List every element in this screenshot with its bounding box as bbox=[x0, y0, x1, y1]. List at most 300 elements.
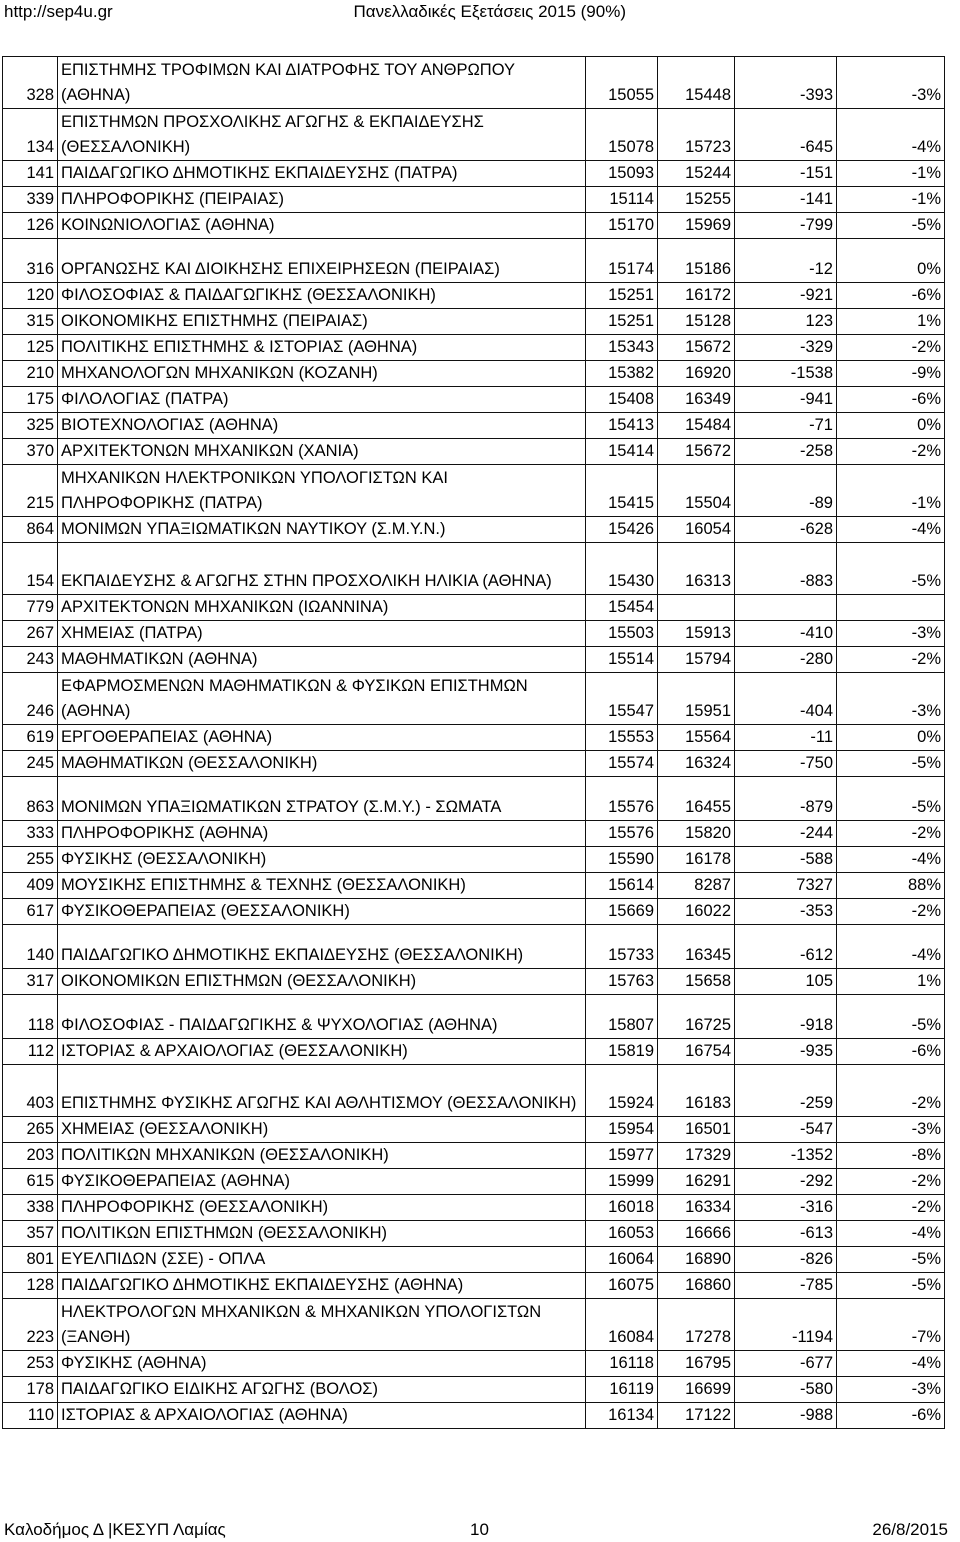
base-2014: 15951 bbox=[658, 673, 735, 725]
department-code: 178 bbox=[3, 1377, 58, 1403]
percent-change: -5% bbox=[837, 213, 945, 239]
percent-change: -5% bbox=[837, 1247, 945, 1273]
department-name: ΕΠΙΣΤΗΜΗΣ ΦΥΣΙΚΗΣ ΑΓΩΓΗΣ ΚΑΙ ΑΘΛΗΤΙΣΜΟΥ (ΘΕΣΣΑΛΟΝΙΚΗ) bbox=[58, 1065, 586, 1117]
base-2015: 15807 bbox=[586, 995, 658, 1039]
base-2015: 15114 bbox=[586, 187, 658, 213]
department-name: ΦΥΣΙΚΗΣ (ΑΘΗΝΑ) bbox=[58, 1351, 586, 1377]
base-difference: -918 bbox=[735, 995, 837, 1039]
department-code: 215 bbox=[3, 465, 58, 517]
department-name: ΜΟΝΙΜΩΝ ΥΠΑΞΙΩΜΑΤΙΚΩΝ ΣΤΡΑΤΟΥ (Σ.Μ.Υ.) - ΣΩΜΑΤΑ bbox=[58, 777, 586, 821]
percent-change: -3% bbox=[837, 1117, 945, 1143]
table-row bbox=[3, 969, 945, 995]
base-difference: -785 bbox=[735, 1273, 837, 1299]
department-name: ΜΟΝΙΜΩΝ ΥΠΑΞΙΩΜΑΤΙΚΩΝ ΝΑΥΤΙΚΟΥ (Σ.Μ.Υ.Ν.) bbox=[58, 517, 586, 543]
department-code: 338 bbox=[3, 1195, 58, 1221]
department-code: 125 bbox=[3, 335, 58, 361]
department-code: 253 bbox=[3, 1351, 58, 1377]
percent-change: -2% bbox=[837, 899, 945, 925]
base-2015: 15614 bbox=[586, 873, 658, 899]
base-2015: 15078 bbox=[586, 109, 658, 161]
base-difference: -879 bbox=[735, 777, 837, 821]
base-2015: 15503 bbox=[586, 621, 658, 647]
department-name: ΕΚΠΑΙΔΕΥΣΗΣ & ΑΓΩΓΗΣ ΣΤΗΝ ΠΡΟΣΧΟΛΙΚΗ ΗΛΙΚΙΑ (ΑΘΗΝΑ) bbox=[58, 543, 586, 595]
base-2014: 16178 bbox=[658, 847, 735, 873]
base-2015: 15174 bbox=[586, 239, 658, 283]
department-code: 246 bbox=[3, 673, 58, 725]
department-code: 118 bbox=[3, 995, 58, 1039]
base-difference: -410 bbox=[735, 621, 837, 647]
base-difference: -12 bbox=[735, 239, 837, 283]
table-row bbox=[3, 239, 945, 283]
base-2015: 16134 bbox=[586, 1403, 658, 1429]
base-difference: -547 bbox=[735, 1117, 837, 1143]
base-2014: 16349 bbox=[658, 387, 735, 413]
base-2015: 16075 bbox=[586, 1273, 658, 1299]
header-title: Πανελλαδικές Εξετάσεις 2015 (90%) bbox=[353, 2, 626, 21]
department-name: ΕΡΓΟΘΕΡΑΠΕΙΑΣ (ΑΘΗΝΑ) bbox=[58, 725, 586, 751]
department-code: 128 bbox=[3, 1273, 58, 1299]
department-name: ΕΥΕΛΠΙΔΩΝ (ΣΣΕ) - ΟΠΛΑ bbox=[58, 1247, 586, 1273]
percent-change: -4% bbox=[837, 1221, 945, 1247]
department-code: 223 bbox=[3, 1299, 58, 1351]
table-row bbox=[3, 309, 945, 335]
department-name: ΠΑΙΔΑΓΩΓΙΚΟ ΔΗΜΟΤΙΚΗΣ ΕΚΠΑΙΔΕΥΣΗΣ (ΠΑΤΡΑ) bbox=[58, 161, 586, 187]
base-2015: 15251 bbox=[586, 283, 658, 309]
base-2015: 15576 bbox=[586, 777, 658, 821]
base-2014: 16334 bbox=[658, 1195, 735, 1221]
department-code: 317 bbox=[3, 969, 58, 995]
department-name: ΦΥΣΙΚΟΘΕΡΑΠΕΙΑΣ (ΘΕΣΣΑΛΟΝΙΚΗ) bbox=[58, 899, 586, 925]
base-difference: -941 bbox=[735, 387, 837, 413]
base-difference: -826 bbox=[735, 1247, 837, 1273]
table-row bbox=[3, 387, 945, 413]
table-row bbox=[3, 1273, 945, 1299]
department-code: 357 bbox=[3, 1221, 58, 1247]
percent-change: -6% bbox=[837, 387, 945, 413]
department-name: ΟΙΚΟΝΟΜΙΚΗΣ ΕΠΙΣΤΗΜΗΣ (ΠΕΙΡΑΙΑΣ) bbox=[58, 309, 586, 335]
base-2015: 16064 bbox=[586, 1247, 658, 1273]
percent-change: -1% bbox=[837, 187, 945, 213]
base-2015: 15977 bbox=[586, 1143, 658, 1169]
table-row bbox=[3, 847, 945, 873]
table-row bbox=[3, 925, 945, 969]
percent-change: -3% bbox=[837, 1377, 945, 1403]
base-2014: 15723 bbox=[658, 109, 735, 161]
table-row bbox=[3, 109, 945, 161]
department-name: ΠΟΛΙΤΙΚΩΝ ΕΠΙΣΤΗΜΩΝ (ΘΕΣΣΑΛΟΝΙΚΗ) bbox=[58, 1221, 586, 1247]
table-row bbox=[3, 1377, 945, 1403]
base-2015: 16118 bbox=[586, 1351, 658, 1377]
base-2015: 16084 bbox=[586, 1299, 658, 1351]
base-difference: -613 bbox=[735, 1221, 837, 1247]
department-name: ΧΗΜΕΙΑΣ (ΘΕΣΣΑΛΟΝΙΚΗ) bbox=[58, 1117, 586, 1143]
percent-change: -2% bbox=[837, 1195, 945, 1221]
percent-change: -4% bbox=[837, 847, 945, 873]
department-name: ΟΡΓΑΝΩΣΗΣ ΚΑΙ ΔΙΟΙΚΗΣΗΣ ΕΠΙΧΕΙΡΗΣΕΩΝ (ΠΕΙΡΑΙΑΣ) bbox=[58, 239, 586, 283]
base-2015: 15514 bbox=[586, 647, 658, 673]
department-code: 325 bbox=[3, 413, 58, 439]
percent-change: 0% bbox=[837, 725, 945, 751]
base-2014: 15794 bbox=[658, 647, 735, 673]
department-code: 267 bbox=[3, 621, 58, 647]
table-row bbox=[3, 821, 945, 847]
table-row bbox=[3, 777, 945, 821]
base-difference: -353 bbox=[735, 899, 837, 925]
base-2015: 15408 bbox=[586, 387, 658, 413]
table-row bbox=[3, 213, 945, 239]
department-code: 110 bbox=[3, 1403, 58, 1429]
base-2014 bbox=[658, 595, 735, 621]
base-2015: 15055 bbox=[586, 57, 658, 109]
table-row bbox=[3, 1065, 945, 1117]
base-2014: 17329 bbox=[658, 1143, 735, 1169]
department-name: ΠΟΛΙΤΙΚΩΝ ΜΗΧΑΝΙΚΩΝ (ΘΕΣΣΑΛΟΝΙΚΗ) bbox=[58, 1143, 586, 1169]
results-table bbox=[2, 56, 945, 1429]
percent-change: -6% bbox=[837, 1039, 945, 1065]
department-code: 255 bbox=[3, 847, 58, 873]
base-difference: -645 bbox=[735, 109, 837, 161]
base-2015: 16053 bbox=[586, 1221, 658, 1247]
table-row bbox=[3, 1221, 945, 1247]
base-difference: -935 bbox=[735, 1039, 837, 1065]
department-code: 175 bbox=[3, 387, 58, 413]
percent-change: -5% bbox=[837, 543, 945, 595]
department-code: 403 bbox=[3, 1065, 58, 1117]
base-difference: -1352 bbox=[735, 1143, 837, 1169]
table-row bbox=[3, 995, 945, 1039]
department-code: 210 bbox=[3, 361, 58, 387]
base-2014: 16920 bbox=[658, 361, 735, 387]
department-name: ΜΗΧΑΝΙΚΩΝ ΗΛΕΚΤΡΟΝΙΚΩΝ ΥΠΟΛΟΓΙΣΤΩΝ ΚΑΙ ΠΛΗΡΟΦΟΡΙΚΗΣ (ΠΑΤΡΑ) bbox=[58, 465, 586, 517]
table-row bbox=[3, 1351, 945, 1377]
department-name: ΑΡΧΙΤΕΚΤΟΝΩΝ ΜΗΧΑΝΙΚΩΝ (ΧΑΝΙΑ) bbox=[58, 439, 586, 465]
table-row bbox=[3, 873, 945, 899]
department-code: 328 bbox=[3, 57, 58, 109]
department-name: ΜΟΥΣΙΚΗΣ ΕΠΙΣΤΗΜΗΣ & ΤΕΧΝΗΣ (ΘΕΣΣΑΛΟΝΙΚΗ) bbox=[58, 873, 586, 899]
department-code: 617 bbox=[3, 899, 58, 925]
base-2015: 15669 bbox=[586, 899, 658, 925]
base-2015: 15430 bbox=[586, 543, 658, 595]
base-2015: 15574 bbox=[586, 751, 658, 777]
base-2015: 15547 bbox=[586, 673, 658, 725]
base-2015: 15454 bbox=[586, 595, 658, 621]
table-row bbox=[3, 899, 945, 925]
base-2014: 16313 bbox=[658, 543, 735, 595]
department-code: 619 bbox=[3, 725, 58, 751]
table-row bbox=[3, 161, 945, 187]
department-name: ΠΑΙΔΑΓΩΓΙΚΟ ΔΗΜΟΤΙΚΗΣ ΕΚΠΑΙΔΕΥΣΗΣ (ΘΕΣΣΑΛΟΝΙΚΗ) bbox=[58, 925, 586, 969]
table-row bbox=[3, 187, 945, 213]
percent-change: -1% bbox=[837, 161, 945, 187]
base-difference: -141 bbox=[735, 187, 837, 213]
department-name: ΑΡΧΙΤΕΚΤΟΝΩΝ ΜΗΧΑΝΙΚΩΝ (ΙΩΑΝΝΙΝΑ) bbox=[58, 595, 586, 621]
table-row bbox=[3, 1143, 945, 1169]
base-2014: 16345 bbox=[658, 925, 735, 969]
department-name: ΦΥΣΙΚΗΣ (ΘΕΣΣΑΛΟΝΙΚΗ) bbox=[58, 847, 586, 873]
page-footer bbox=[0, 1520, 960, 1542]
table-row bbox=[3, 543, 945, 595]
base-difference: -628 bbox=[735, 517, 837, 543]
base-difference: -259 bbox=[735, 1065, 837, 1117]
table-row bbox=[3, 595, 945, 621]
percent-change: -5% bbox=[837, 995, 945, 1039]
base-difference: -580 bbox=[735, 1377, 837, 1403]
percent-change: 1% bbox=[837, 969, 945, 995]
percent-change bbox=[837, 595, 945, 621]
base-2015: 15576 bbox=[586, 821, 658, 847]
table-row bbox=[3, 361, 945, 387]
base-2015: 15414 bbox=[586, 439, 658, 465]
department-code: 265 bbox=[3, 1117, 58, 1143]
department-name: ΜΑΘΗΜΑΤΙΚΩΝ (ΑΘΗΝΑ) bbox=[58, 647, 586, 673]
department-code: 339 bbox=[3, 187, 58, 213]
base-difference: -1538 bbox=[735, 361, 837, 387]
base-2014: 15672 bbox=[658, 439, 735, 465]
base-2014: 17122 bbox=[658, 1403, 735, 1429]
percent-change: -4% bbox=[837, 109, 945, 161]
department-code: 779 bbox=[3, 595, 58, 621]
base-2014: 15969 bbox=[658, 213, 735, 239]
base-difference: -292 bbox=[735, 1169, 837, 1195]
base-2014: 16022 bbox=[658, 899, 735, 925]
base-difference: -612 bbox=[735, 925, 837, 969]
base-2015: 15924 bbox=[586, 1065, 658, 1117]
table-row bbox=[3, 57, 945, 109]
base-2014: 16054 bbox=[658, 517, 735, 543]
table-row bbox=[3, 335, 945, 361]
table-row bbox=[3, 465, 945, 517]
department-code: 615 bbox=[3, 1169, 58, 1195]
base-2014: 16795 bbox=[658, 1351, 735, 1377]
percent-change: -2% bbox=[837, 335, 945, 361]
base-difference: -799 bbox=[735, 213, 837, 239]
percent-change: -5% bbox=[837, 751, 945, 777]
table-row bbox=[3, 283, 945, 309]
percent-change: -3% bbox=[837, 57, 945, 109]
department-code: 243 bbox=[3, 647, 58, 673]
base-difference: -316 bbox=[735, 1195, 837, 1221]
department-name: ΦΙΛΟΛΟΓΙΑΣ (ΠΑΤΡΑ) bbox=[58, 387, 586, 413]
table-row bbox=[3, 725, 945, 751]
table-row bbox=[3, 1247, 945, 1273]
percent-change: -5% bbox=[837, 777, 945, 821]
base-2015: 15093 bbox=[586, 161, 658, 187]
base-2015: 15382 bbox=[586, 361, 658, 387]
department-name: ΒΙΟΤΕΧΝΟΛΟΓΙΑΣ (ΑΘΗΝΑ) bbox=[58, 413, 586, 439]
table-row bbox=[3, 647, 945, 673]
base-difference: -883 bbox=[735, 543, 837, 595]
base-difference: -329 bbox=[735, 335, 837, 361]
base-difference: -280 bbox=[735, 647, 837, 673]
department-code: 134 bbox=[3, 109, 58, 161]
base-difference: -921 bbox=[735, 283, 837, 309]
department-name: ΠΛΗΡΟΦΟΡΙΚΗΣ (ΑΘΗΝΑ) bbox=[58, 821, 586, 847]
department-name: ΠΑΙΔΑΓΩΓΙΚΟ ΔΗΜΟΤΙΚΗΣ ΕΚΠΑΙΔΕΥΣΗΣ (ΑΘΗΝΑ) bbox=[58, 1273, 586, 1299]
footer-date: 26/8/2015 bbox=[872, 1520, 948, 1539]
table-row bbox=[3, 673, 945, 725]
table-row bbox=[3, 1039, 945, 1065]
base-difference: -244 bbox=[735, 821, 837, 847]
base-2014: 15672 bbox=[658, 335, 735, 361]
base-2015: 16018 bbox=[586, 1195, 658, 1221]
header-url: http://sep4u.gr bbox=[4, 2, 113, 21]
base-difference: -588 bbox=[735, 847, 837, 873]
base-2014: 15658 bbox=[658, 969, 735, 995]
base-difference: -89 bbox=[735, 465, 837, 517]
base-2014: 15564 bbox=[658, 725, 735, 751]
percent-change: -4% bbox=[837, 925, 945, 969]
base-2014: 16890 bbox=[658, 1247, 735, 1273]
table-row bbox=[3, 1403, 945, 1429]
base-2014: 15244 bbox=[658, 161, 735, 187]
percent-change: -9% bbox=[837, 361, 945, 387]
department-name: ΕΦΑΡΜΟΣΜΕΝΩΝ ΜΑΘΗΜΑΤΙΚΩΝ & ΦΥΣΙΚΩΝ ΕΠΙΣΤΗΜΩΝ (ΑΘΗΝΑ) bbox=[58, 673, 586, 725]
base-2014: 15504 bbox=[658, 465, 735, 517]
base-2015: 15999 bbox=[586, 1169, 658, 1195]
table-row bbox=[3, 517, 945, 543]
base-difference: -988 bbox=[735, 1403, 837, 1429]
percent-change: -3% bbox=[837, 621, 945, 647]
percent-change: 88% bbox=[837, 873, 945, 899]
percent-change: -4% bbox=[837, 1351, 945, 1377]
percent-change: -6% bbox=[837, 1403, 945, 1429]
department-code: 333 bbox=[3, 821, 58, 847]
table-row bbox=[3, 751, 945, 777]
department-name: ΜΑΘΗΜΑΤΙΚΩΝ (ΘΕΣΣΑΛΟΝΙΚΗ) bbox=[58, 751, 586, 777]
department-name: ΠΟΛΙΤΙΚΗΣ ΕΠΙΣΤΗΜΗΣ & ΙΣΤΟΡΙΑΣ (ΑΘΗΝΑ) bbox=[58, 335, 586, 361]
base-2014: 16501 bbox=[658, 1117, 735, 1143]
table-row bbox=[3, 1169, 945, 1195]
department-code: 316 bbox=[3, 239, 58, 283]
base-difference bbox=[735, 595, 837, 621]
base-2014: 15484 bbox=[658, 413, 735, 439]
percent-change: -2% bbox=[837, 647, 945, 673]
department-name: ΕΠΙΣΤΗΜΗΣ ΤΡΟΦΙΜΩΝ ΚΑΙ ΔΙΑΤΡΟΦΗΣ ΤΟΥ ΑΝΘΡΩΠΟΥ (ΑΘΗΝΑ) bbox=[58, 57, 586, 109]
base-difference: 105 bbox=[735, 969, 837, 995]
base-2014: 16725 bbox=[658, 995, 735, 1039]
base-difference: -404 bbox=[735, 673, 837, 725]
percent-change: 1% bbox=[837, 309, 945, 335]
department-name: ΕΠΙΣΤΗΜΩΝ ΠΡΟΣΧΟΛΙΚΗΣ ΑΓΩΓΗΣ & ΕΚΠΑΙΔΕΥΣΗΣ (ΘΕΣΣΑΛΟΝΙΚΗ) bbox=[58, 109, 586, 161]
base-2014: 16699 bbox=[658, 1377, 735, 1403]
page-header bbox=[0, 0, 960, 26]
percent-change: 0% bbox=[837, 413, 945, 439]
percent-change: -3% bbox=[837, 673, 945, 725]
department-name: ΦΙΛΟΣΟΦΙΑΣ - ΠΑΙΔΑΓΩΓΙΚΗΣ & ΨΥΧΟΛΟΓΙΑΣ (ΑΘΗΝΑ) bbox=[58, 995, 586, 1039]
base-difference: -258 bbox=[735, 439, 837, 465]
table-row bbox=[3, 1117, 945, 1143]
base-2014: 16666 bbox=[658, 1221, 735, 1247]
percent-change: -5% bbox=[837, 1273, 945, 1299]
base-2014: 15448 bbox=[658, 57, 735, 109]
department-name: ΧΗΜΕΙΑΣ (ΠΑΤΡΑ) bbox=[58, 621, 586, 647]
base-difference: -151 bbox=[735, 161, 837, 187]
base-2015: 15170 bbox=[586, 213, 658, 239]
department-code: 203 bbox=[3, 1143, 58, 1169]
footer-page-number: 10 bbox=[470, 1520, 489, 1539]
base-2015: 15733 bbox=[586, 925, 658, 969]
base-2014: 15128 bbox=[658, 309, 735, 335]
department-name: ΙΣΤΟΡΙΑΣ & ΑΡΧΑΙΟΛΟΓΙΑΣ (ΘΕΣΣΑΛΟΝΙΚΗ) bbox=[58, 1039, 586, 1065]
base-2015: 15251 bbox=[586, 309, 658, 335]
base-difference: 123 bbox=[735, 309, 837, 335]
percent-change: 0% bbox=[837, 239, 945, 283]
base-2014: 16324 bbox=[658, 751, 735, 777]
base-2015: 15763 bbox=[586, 969, 658, 995]
base-difference: 7327 bbox=[735, 873, 837, 899]
percent-change: -2% bbox=[837, 821, 945, 847]
table-row bbox=[3, 1299, 945, 1351]
table-row bbox=[3, 413, 945, 439]
department-code: 141 bbox=[3, 161, 58, 187]
department-code: 864 bbox=[3, 517, 58, 543]
percent-change: -1% bbox=[837, 465, 945, 517]
base-2014: 16183 bbox=[658, 1065, 735, 1117]
percent-change: -2% bbox=[837, 1169, 945, 1195]
base-2015: 15413 bbox=[586, 413, 658, 439]
department-code: 245 bbox=[3, 751, 58, 777]
base-2015: 15415 bbox=[586, 465, 658, 517]
base-2014: 15820 bbox=[658, 821, 735, 847]
department-name: ΠΑΙΔΑΓΩΓΙΚΟ ΕΙΔΙΚΗΣ ΑΓΩΓΗΣ (ΒΟΛΟΣ) bbox=[58, 1377, 586, 1403]
base-2014: 15255 bbox=[658, 187, 735, 213]
base-2014: 16860 bbox=[658, 1273, 735, 1299]
department-code: 863 bbox=[3, 777, 58, 821]
percent-change: -4% bbox=[837, 517, 945, 543]
footer-author: Καλοδήμος Δ |ΚΕΣΥΠ Λαμίας bbox=[4, 1520, 226, 1539]
base-2014: 16754 bbox=[658, 1039, 735, 1065]
base-2015: 15954 bbox=[586, 1117, 658, 1143]
department-code: 409 bbox=[3, 873, 58, 899]
base-2015: 15553 bbox=[586, 725, 658, 751]
department-name: ΙΣΤΟΡΙΑΣ & ΑΡΧΑΙΟΛΟΓΙΑΣ (ΑΘΗΝΑ) bbox=[58, 1403, 586, 1429]
base-2015: 16119 bbox=[586, 1377, 658, 1403]
base-difference: -750 bbox=[735, 751, 837, 777]
department-code: 370 bbox=[3, 439, 58, 465]
department-code: 801 bbox=[3, 1247, 58, 1273]
percent-change: -8% bbox=[837, 1143, 945, 1169]
department-code: 126 bbox=[3, 213, 58, 239]
department-name: ΜΗΧΑΝΟΛΟΓΩΝ ΜΗΧΑΝΙΚΩΝ (ΚΟΖΑΝΗ) bbox=[58, 361, 586, 387]
base-2015: 15590 bbox=[586, 847, 658, 873]
base-2014: 17278 bbox=[658, 1299, 735, 1351]
base-2015: 15426 bbox=[586, 517, 658, 543]
base-2014: 8287 bbox=[658, 873, 735, 899]
percent-change: -2% bbox=[837, 1065, 945, 1117]
base-2014: 16172 bbox=[658, 283, 735, 309]
base-difference: -393 bbox=[735, 57, 837, 109]
base-2014: 16455 bbox=[658, 777, 735, 821]
percent-change: -7% bbox=[837, 1299, 945, 1351]
table-row bbox=[3, 1195, 945, 1221]
base-difference: -677 bbox=[735, 1351, 837, 1377]
percent-change: -2% bbox=[837, 439, 945, 465]
department-name: ΗΛΕΚΤΡΟΛΟΓΩΝ ΜΗΧΑΝΙΚΩΝ & ΜΗΧΑΝΙΚΩΝ ΥΠΟΛΟΓΙΣΤΩΝ (ΞΑΝΘΗ) bbox=[58, 1299, 586, 1351]
department-code: 315 bbox=[3, 309, 58, 335]
base-2015: 15343 bbox=[586, 335, 658, 361]
table-row bbox=[3, 621, 945, 647]
base-2015: 15819 bbox=[586, 1039, 658, 1065]
base-difference: -1194 bbox=[735, 1299, 837, 1351]
department-code: 140 bbox=[3, 925, 58, 969]
table-row bbox=[3, 439, 945, 465]
base-difference: -11 bbox=[735, 725, 837, 751]
base-difference: -71 bbox=[735, 413, 837, 439]
department-code: 112 bbox=[3, 1039, 58, 1065]
department-code: 154 bbox=[3, 543, 58, 595]
percent-change: -6% bbox=[837, 283, 945, 309]
department-code: 120 bbox=[3, 283, 58, 309]
